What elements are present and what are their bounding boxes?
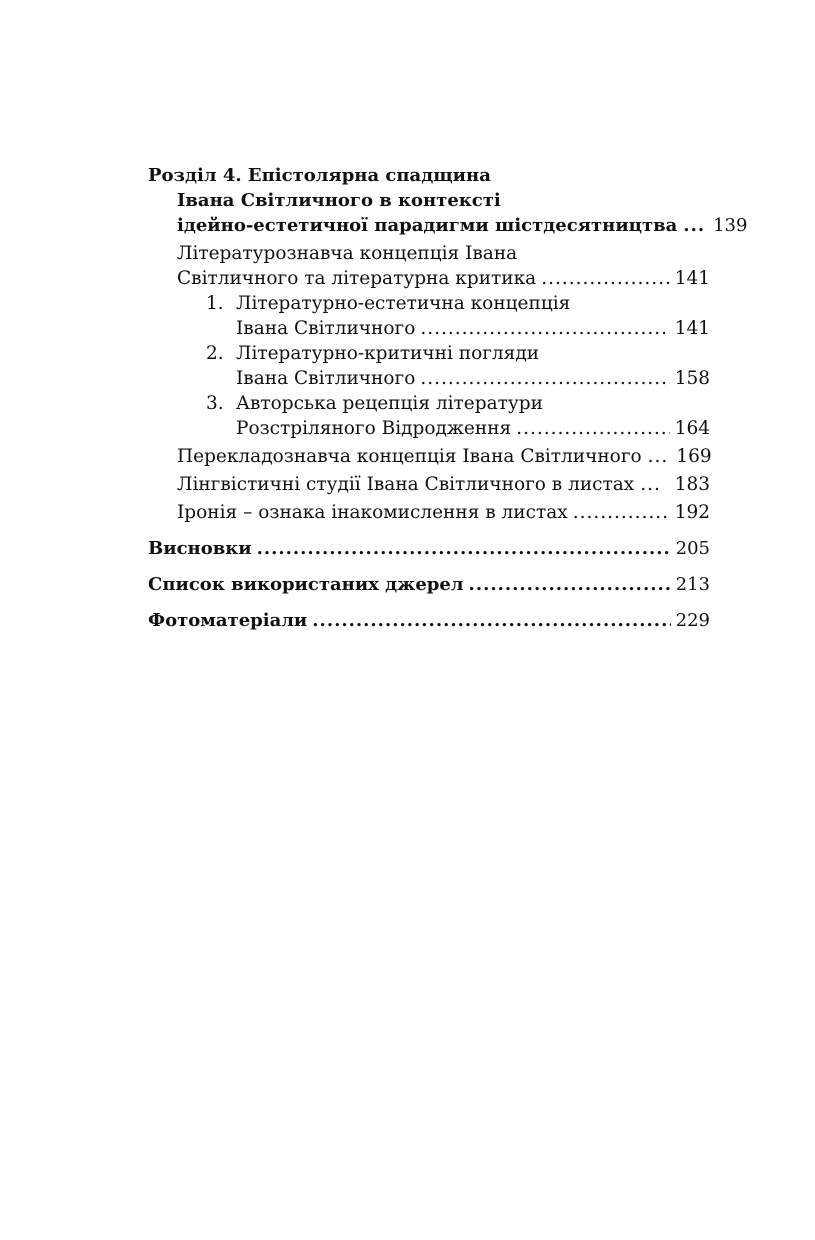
entry-number: 2. bbox=[206, 343, 224, 364]
toc-entry-line: Літературно-критичні погляди bbox=[236, 343, 540, 364]
toc-entry-irony[interactable] bbox=[148, 500, 710, 525]
toc-entry-line: Авторська рецепція літератури bbox=[236, 393, 543, 414]
page-number: 205 bbox=[675, 538, 710, 559]
toc-entry-line: Іронія – ознака інакомислення в листах bbox=[177, 502, 568, 523]
page-number: 164 bbox=[674, 418, 710, 439]
leader-dots bbox=[683, 213, 705, 238]
leader-dots bbox=[312, 608, 670, 633]
toc-entry-chapter-4[interactable] bbox=[148, 163, 748, 238]
toc-entry-line: Перекладознавча концепція Івана Світличного bbox=[177, 446, 642, 467]
toc-entry-line: Івана Світличного bbox=[236, 368, 416, 389]
leader-dots bbox=[573, 500, 670, 525]
toc-entry-line: Івана Світличного в контексті bbox=[177, 190, 501, 211]
leader-dots bbox=[420, 366, 669, 391]
toc-entry-line: Світличного та літературна критика bbox=[177, 268, 537, 289]
page-number: 141 bbox=[674, 268, 710, 289]
page-number: 139 bbox=[713, 215, 748, 236]
page-number: 192 bbox=[674, 502, 710, 523]
table-of-contents bbox=[148, 163, 748, 633]
toc-entry-line: ідейно-естетичної парадигми шістдесятництва bbox=[177, 215, 678, 236]
entry-number: 1. bbox=[206, 293, 224, 314]
toc-entry-line: Розстріляного Відродження bbox=[236, 418, 512, 439]
page-number: 183 bbox=[674, 474, 710, 495]
page-number: 158 bbox=[674, 368, 710, 389]
leader-dots bbox=[516, 416, 669, 441]
toc-entry-line: Літературознавча концепція Івана bbox=[177, 243, 518, 264]
toc-entry-sub-1[interactable] bbox=[148, 291, 710, 341]
leader-dots bbox=[420, 316, 669, 341]
toc-entry-line: Список використаних джерел bbox=[148, 574, 464, 595]
leader-dots bbox=[469, 572, 671, 597]
leader-dots bbox=[541, 266, 670, 291]
page-number: 213 bbox=[675, 574, 710, 595]
toc-entry-sub-2[interactable] bbox=[148, 341, 710, 391]
toc-entry-line: Фотоматеріали bbox=[148, 610, 308, 631]
toc-entry-line: Івана Світличного bbox=[236, 318, 416, 339]
leader-dots bbox=[257, 536, 671, 561]
toc-entry-photos[interactable] bbox=[148, 608, 710, 633]
entry-number: 3. bbox=[206, 393, 224, 414]
toc-entry-line: Літературно-естетична концепція bbox=[236, 293, 571, 314]
toc-entry-line: Висновки bbox=[148, 538, 252, 559]
toc-entry-sources[interactable] bbox=[148, 572, 710, 597]
toc-entry-translation-concept[interactable] bbox=[148, 444, 710, 469]
toc-entry-conclusions[interactable] bbox=[148, 536, 710, 561]
page-number: 141 bbox=[674, 318, 710, 339]
toc-entry-literary-concept[interactable] bbox=[148, 241, 710, 291]
toc-entry-line: Розділ 4. Епістолярна спадщина bbox=[148, 165, 491, 186]
page-number: 169 bbox=[676, 446, 712, 467]
leader-dots bbox=[640, 472, 661, 497]
toc-entry-line: Лінгвістичні студії Івана Світличного в листах bbox=[177, 474, 635, 495]
leader-dots bbox=[648, 444, 669, 469]
toc-entry-linguistic-studies[interactable] bbox=[148, 472, 710, 497]
page-number: 229 bbox=[675, 610, 710, 631]
toc-entry-sub-3[interactable] bbox=[148, 391, 710, 441]
